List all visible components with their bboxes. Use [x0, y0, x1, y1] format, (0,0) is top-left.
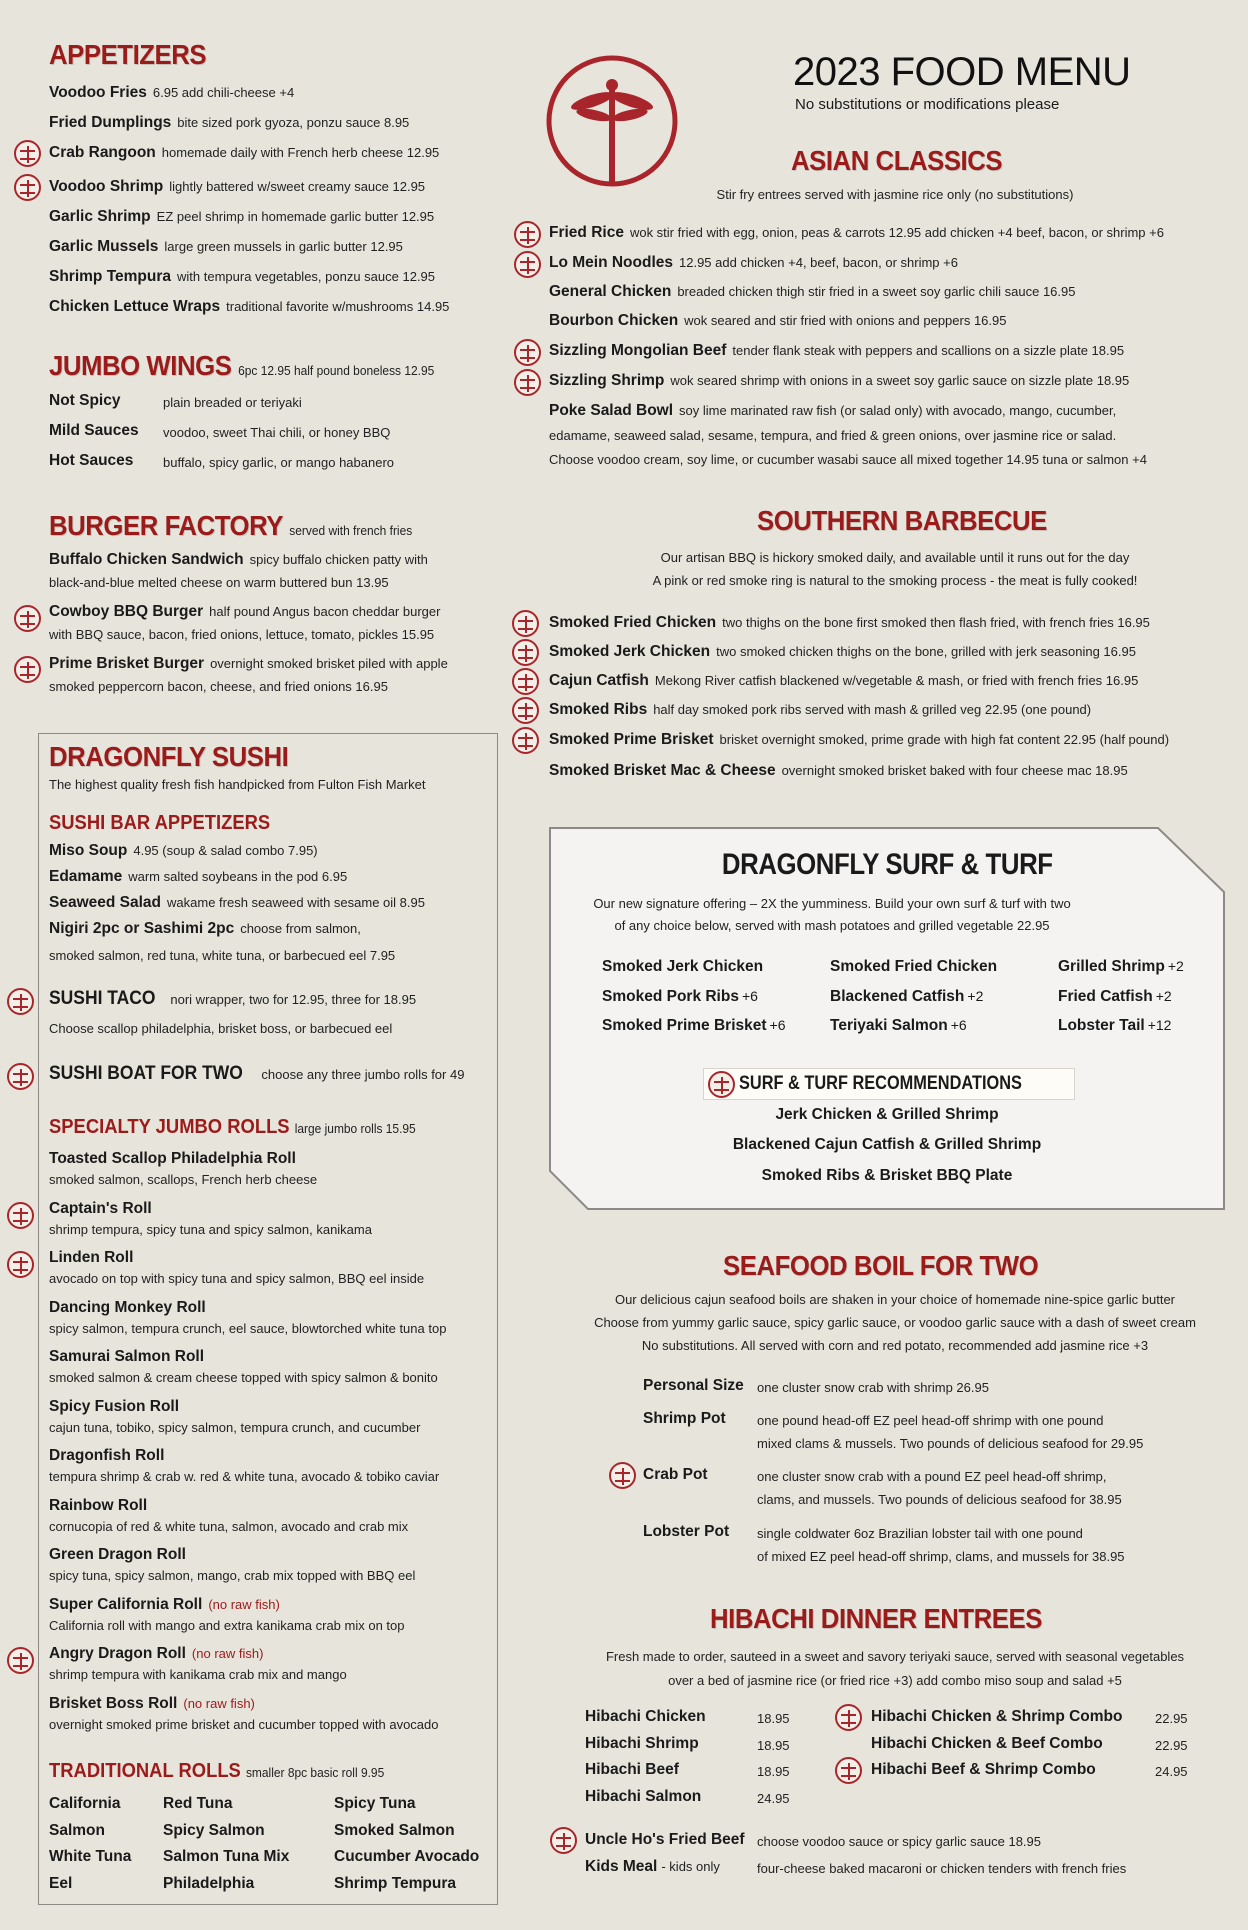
dragonfly-icon	[512, 697, 539, 724]
surf-choice: Blackened Catfish +2	[830, 988, 984, 1005]
wings-title: JUMBO WINGS 6pc 12.95 half pound boneless 12.95	[49, 350, 435, 381]
asian-item: Fried Rice wok stir fried with egg, onion, peas & carrots 12.95 add chicken +4 beef, bacon, or shrimp +6	[549, 224, 1164, 241]
trad-roll: White Tuna	[49, 1848, 132, 1865]
boil-desc: one cluster snow crab with shrimp 26.95	[757, 1380, 989, 1395]
boil-line: No substitutions. All served with corn and red potato, recommended add jasmine rice +3	[641, 1338, 1149, 1353]
jumbo-roll-desc: smoked salmon & cream cheese topped with spicy salmon & bonito	[49, 1370, 438, 1385]
surf-choice: Teriyaki Salmon +6	[830, 1017, 967, 1034]
uncle-ho-desc: choose voodoo sauce or spicy garlic sauce 18.95	[757, 1834, 1042, 1849]
surf-line: of any choice below, served with mash potatoes and grilled vegetable 22.95	[614, 918, 1050, 933]
jumbo-roll-name: Samurai Salmon Roll	[49, 1348, 205, 1365]
hibachi-item: Hibachi Salmon	[585, 1788, 702, 1805]
wing-item: Mild Sauces	[49, 422, 139, 439]
wing-item: Not Spicy	[49, 392, 121, 409]
boil-desc: single coldwater 6oz Brazilian lobster tail with one pound	[757, 1526, 1083, 1541]
dragonfly-icon	[14, 140, 41, 167]
sushi-boat-title: SUSHI BOAT FOR TWO choose any three jumbo rolls for 49	[49, 1063, 465, 1084]
surf-choice: Smoked Prime Brisket +6	[602, 1017, 786, 1034]
boil-item: Shrimp Pot	[643, 1410, 726, 1427]
dragonfly-icon	[14, 656, 41, 683]
traditional-rolls-title: TRADITIONAL ROLLS smaller 8pc basic roll 9.95	[49, 1760, 385, 1782]
jumbo-roll-name: Angry Dragon Roll (no raw fish)	[49, 1645, 264, 1662]
hibachi-price: 18.95	[757, 1738, 790, 1753]
sushi-tagline: The highest quality fresh fish handpicked from Fulton Fish Market	[49, 777, 426, 792]
bbq-title: SOUTHERN BARBECUE	[757, 505, 1047, 536]
hibachi-price: 24.95	[1155, 1764, 1188, 1779]
hibachi-price: 18.95	[757, 1764, 790, 1779]
surf-line: Our new signature offering – 2X the yumminess. Build your own surf & turf with two	[593, 896, 1071, 911]
dragonfly-icon	[609, 1462, 636, 1489]
boil-item: Lobster Pot	[643, 1523, 730, 1540]
jumbo-roll-name: Green Dragon Roll	[49, 1546, 186, 1563]
jumbo-roll-desc: spicy tuna, spicy salmon, mango, crab mix topped with BBQ eel	[49, 1568, 416, 1583]
appetizer-item: Shrimp Tempura with tempura vegetables, ponzu sauce 12.95	[49, 268, 436, 285]
jumbo-rolls-title: SPECIALTY JUMBO ROLLS large jumbo rolls 15.95	[49, 1116, 416, 1138]
burger-item: Buffalo Chicken Sandwich spicy buffalo chicken patty with	[49, 551, 428, 568]
dragonfly-icon	[512, 639, 539, 666]
jumbo-roll-name: Linden Roll	[49, 1249, 134, 1266]
trad-roll: Smoked Salmon	[334, 1822, 455, 1839]
dragonfly-icon	[7, 988, 34, 1015]
hibachi-item: Hibachi Beef	[585, 1761, 679, 1778]
boil-item: Personal Size	[643, 1377, 744, 1394]
dragonfly-logo	[544, 53, 680, 189]
hibachi-combo: Hibachi Beef & Shrimp Combo	[871, 1761, 1096, 1778]
surf-rec: Smoked Ribs & Brisket BBQ Plate	[761, 1167, 1013, 1184]
wing-item: Hot Sauces	[49, 452, 134, 469]
hibachi-combo: Hibachi Chicken & Shrimp Combo	[871, 1708, 1123, 1725]
asian-item: General Chicken breaded chicken thigh stir fried in a sweet soy garlic chili sauce 16.95	[549, 283, 1076, 300]
menu-subtitle: No substitutions or modifications please	[795, 96, 1060, 113]
trad-roll: Red Tuna	[163, 1795, 233, 1812]
trad-roll: Shrimp Tempura	[334, 1875, 457, 1892]
menu-title: 2023 FOOD MENU	[793, 50, 1131, 94]
dragonfly-icon	[514, 339, 541, 366]
trad-roll: California	[49, 1795, 121, 1812]
bbq-item: Smoked Ribs half day smoked pork ribs served with mash & grilled veg 22.95 (one pound)	[549, 701, 1092, 718]
surf-choice: Smoked Pork Ribs +6	[602, 988, 758, 1005]
jumbo-roll-desc: shrimp tempura with kanikama crab mix and mango	[49, 1667, 347, 1682]
jumbo-roll-desc: spicy salmon, tempura crunch, eel sauce, blowtorched white tuna top	[49, 1320, 447, 1336]
surf-choice: Smoked Jerk Chicken	[602, 958, 764, 975]
kids-meal-desc: four-cheese baked macaroni or chicken tenders with french fries	[757, 1861, 1127, 1876]
asian-title: ASIAN CLASSICS	[791, 145, 1003, 176]
appetizers-title: APPETIZERS	[49, 39, 207, 70]
trad-roll: Philadelphia	[163, 1875, 255, 1892]
bbq-item: Smoked Prime Brisket brisket overnight smoked, prime grade with high fat content 22.95 (half pound)	[549, 731, 1170, 748]
dragonfly-icon	[14, 605, 41, 632]
hibachi-price: 24.95	[757, 1791, 790, 1806]
appetizer-item: Chicken Lettuce Wraps traditional favorite w/mushrooms 14.95	[49, 298, 450, 315]
burger-item: Cowboy BBQ Burger half pound Angus bacon cheddar burger	[49, 603, 441, 620]
asian-item: Bourbon Chicken wok seared and stir fried with onions and peppers 16.95	[549, 312, 1007, 329]
jumbo-roll-name: Super California Roll (no raw fish)	[49, 1595, 280, 1613]
dragonfly-icon	[550, 1827, 577, 1854]
appetizer-item: Voodoo Shrimp lightly battered w/sweet creamy sauce 12.95	[49, 178, 426, 195]
asian-poke-desc: edamame, seaweed salad, sesame, tempura, and fried & green onions, over jasmine rice or salad.	[549, 428, 1117, 443]
sushi-bar-title: SUSHI BAR APPETIZERS	[49, 812, 271, 834]
sushi-bar-item: Nigiri 2pc or Sashimi 2pc choose from salmon,	[49, 920, 361, 937]
wing-desc: plain breaded or teriyaki	[163, 395, 302, 410]
surf-choice: Fried Catfish +2	[1058, 988, 1172, 1005]
trad-roll: Spicy Salmon	[163, 1822, 265, 1839]
boil-desc: one pound head-off EZ peel head-off shrimp with one pound	[757, 1413, 1104, 1428]
bbq-line: A pink or red smoke ring is natural to the smoking process - the meat is fully cooked!	[652, 573, 1138, 588]
appetizer-item: Garlic Shrimp EZ peel shrimp in homemade garlic butter 12.95	[49, 208, 435, 225]
sushi-taco-title: SUSHI TACO nori wrapper, two for 12.95, three for 18.95	[49, 988, 417, 1009]
surf-choice: Grilled Shrimp +2	[1058, 958, 1184, 975]
sushi-bar-item: Edamame warm salted soybeans in the pod 6.95	[49, 868, 348, 885]
bbq-line: Our artisan BBQ is hickory smoked daily, and available until it runs out for the day	[660, 550, 1130, 565]
surf-title: DRAGONFLY SURF & TURF	[721, 848, 1053, 881]
hibachi-price: 22.95	[1155, 1711, 1188, 1726]
trad-roll: Salmon Tuna Mix	[163, 1848, 290, 1865]
hibachi-price: 18.95	[757, 1711, 790, 1726]
trad-roll: Cucumber Avocado	[334, 1848, 480, 1865]
boil-desc: one cluster snow crab with a pound EZ peel head-off shrimp,	[757, 1469, 1107, 1484]
asian-item: Poke Salad Bowl soy lime marinated raw fish (or salad only) with avocado, mango, cucumber,	[549, 402, 1117, 419]
hibachi-line: over a bed of jasmine rice (or fried rice +3) add combo miso soup and salad +5	[668, 1673, 1122, 1688]
hibachi-price: 22.95	[1155, 1738, 1188, 1753]
jumbo-roll-name: Dancing Monkey Roll	[49, 1298, 206, 1316]
surf-choice: Smoked Fried Chicken	[830, 958, 998, 975]
surf-rec: Jerk Chicken & Grilled Shrimp	[775, 1106, 999, 1123]
boil-title: SEAFOOD BOIL FOR TWO	[723, 1250, 1039, 1281]
wing-desc: voodoo, sweet Thai chili, or honey BBQ	[163, 425, 391, 440]
appetizer-item: Fried Dumplings bite sized pork gyoza, ponzu sauce 8.95	[49, 114, 410, 131]
asian-tagline: Stir fry entrees served with jasmine rice only (no substitutions)	[716, 187, 1074, 202]
jumbo-roll-desc: overnight smoked prime brisket and cucumber topped with avocado	[49, 1716, 439, 1732]
hibachi-item: Hibachi Shrimp	[585, 1735, 699, 1752]
burger-item: Prime Brisket Burger overnight smoked brisket piled with apple	[49, 655, 448, 672]
sushi-taco-desc: Choose scallop philadelphia, brisket boss, or barbecued eel	[49, 1021, 393, 1036]
burgers-title: BURGER FACTORY served with french fries	[49, 510, 413, 541]
dragonfly-icon	[512, 668, 539, 695]
surf-rec-title: SURF & TURF RECOMMENDATIONS	[703, 1068, 1075, 1100]
appetizer-item: Voodoo Fries 6.95 add chili-cheese +4	[49, 84, 295, 101]
surf-choice: Lobster Tail +12	[1058, 1017, 1172, 1034]
burger-desc: black-and-blue melted cheese on warm buttered bun 13.95	[49, 575, 389, 590]
dragonfly-icon	[514, 251, 541, 278]
jumbo-roll-name: Toasted Scallop Philadelphia Roll	[49, 1150, 296, 1167]
dragonfly-icon	[514, 221, 541, 248]
trad-roll: Spicy Tuna	[334, 1795, 416, 1812]
jumbo-roll-desc: California roll with mango and extra kanikama crab mix on top	[49, 1617, 405, 1633]
boil-item: Crab Pot	[643, 1466, 708, 1483]
sushi-bar-item: Miso Soup 4.95 (soup & salad combo 7.95)	[49, 842, 318, 859]
jumbo-roll-desc: smoked salmon, scallops, French herb cheese	[49, 1172, 318, 1187]
dragonfly-icon	[514, 369, 541, 396]
dragonfly-icon	[708, 1071, 735, 1098]
trad-roll: Salmon	[49, 1822, 105, 1839]
hibachi-item: Hibachi Chicken	[585, 1708, 706, 1725]
boil-line: Our delicious cajun seafood boils are shaken in your choice of homemade nine-spice garlic butter	[614, 1292, 1176, 1307]
jumbo-roll-name: Captain's Roll	[49, 1199, 152, 1217]
boil-desc: of mixed EZ peel head-off shrimp, clams, and mussels for 38.95	[757, 1549, 1125, 1564]
sushi-bar-item: Seaweed Salad wakame fresh seaweed with sesame oil 8.95	[49, 894, 425, 911]
dragonfly-icon	[7, 1647, 34, 1674]
boil-desc: mixed clams & mussels. Two pounds of delicious seafood for 29.95	[757, 1436, 1144, 1451]
dragonfly-icon	[512, 610, 539, 637]
jumbo-roll-name: Brisket Boss Roll (no raw fish)	[49, 1694, 255, 1712]
dragonfly-icon	[7, 1063, 34, 1090]
jumbo-roll-desc: cornucopia of red & white tuna, salmon, avocado and crab mix	[49, 1518, 409, 1534]
sushi-title: DRAGONFLY SUSHI	[49, 741, 289, 772]
sushi-bar-desc: smoked salmon, red tuna, white tuna, or barbecued eel 7.95	[49, 948, 396, 963]
jumbo-roll-desc: shrimp tempura, spicy tuna and spicy salmon, kanikama	[49, 1221, 372, 1237]
dragonfly-icon	[7, 1202, 34, 1229]
boil-desc: clams, and mussels. Two pounds of delicious seafood for 38.95	[757, 1492, 1122, 1507]
bbq-item: Smoked Fried Chicken two thighs on the bone first smoked then flash fried, with french fries 16.95	[549, 614, 1150, 631]
jumbo-roll-desc: avocado on top with spicy tuna and spicy salmon, BBQ eel inside	[49, 1271, 425, 1286]
kids-meal-item: Kids Meal - kids only	[585, 1858, 720, 1875]
asian-poke-desc: Choose voodoo cream, soy lime, or cucumber wasabi sauce all mixed together 14.95 tuna or salmon +4	[549, 452, 1147, 467]
asian-item: Sizzling Shrimp wok seared shrimp with onions in a sweet soy garlic sauce on sizzle plate 18.95	[549, 372, 1130, 389]
dragonfly-icon	[835, 1704, 862, 1731]
hibachi-combo: Hibachi Chicken & Beef Combo	[871, 1735, 1103, 1752]
bbq-item: Smoked Jerk Chicken two smoked chicken thighs on the bone, grilled with jerk seasoning 16.95	[549, 643, 1136, 660]
hibachi-line: Fresh made to order, sauteed in a sweet and savory teriyaki sauce, served with seasonal vegetables	[605, 1649, 1185, 1664]
uncle-ho-item: Uncle Ho's Fried Beef	[585, 1831, 745, 1848]
burger-desc: with BBQ sauce, bacon, fried onions, lettuce, tomato, pickles 15.95	[49, 627, 435, 642]
appetizer-item: Crab Rangoon homemade daily with French herb cheese 12.95	[49, 144, 440, 161]
trad-roll: Eel	[49, 1875, 73, 1892]
asian-item: Sizzling Mongolian Beef tender flank steak with peppers and scallions on a sizzle plate 18.95	[549, 342, 1125, 359]
dragonfly-icon	[7, 1251, 34, 1278]
asian-item: Lo Mein Noodles 12.95 add chicken +4, beef, bacon, or shrimp +6	[549, 254, 958, 271]
surf-rec: Blackened Cajun Catfish & Grilled Shrimp	[732, 1136, 1042, 1153]
jumbo-roll-name: Dragonfish Roll	[49, 1447, 165, 1464]
dragonfly-icon	[14, 174, 41, 201]
boil-line: Choose from yummy garlic sauce, spicy garlic sauce, or voodoo garlic sauce with a dash of sweet cream	[594, 1315, 1196, 1330]
dragonfly-icon	[512, 727, 539, 754]
jumbo-roll-name: Rainbow Roll	[49, 1496, 148, 1514]
jumbo-roll-desc: tempura shrimp & crab w. red & white tuna, avocado & tobiko caviar	[49, 1469, 440, 1484]
dragonfly-icon	[835, 1757, 862, 1784]
hibachi-title: HIBACHI DINNER ENTREES	[710, 1603, 1042, 1634]
appetizer-item: Garlic Mussels large green mussels in garlic butter 12.95	[49, 238, 403, 255]
bbq-item: Smoked Brisket Mac & Cheese overnight smoked brisket baked with four cheese mac 18.95	[549, 762, 1128, 779]
bbq-item: Cajun Catfish Mekong River catfish blackened w/vegetable & mash, or fried with french fries 16.95	[549, 672, 1139, 689]
jumbo-roll-desc: cajun tuna, tobiko, spicy salmon, tempura crunch, and cucumber	[49, 1419, 421, 1435]
wing-desc: buffalo, spicy garlic, or mango habanero	[163, 455, 395, 470]
jumbo-roll-name: Spicy Fusion Roll	[49, 1397, 180, 1415]
burger-desc: smoked peppercorn bacon, cheese, and fried onions 16.95	[49, 679, 388, 694]
